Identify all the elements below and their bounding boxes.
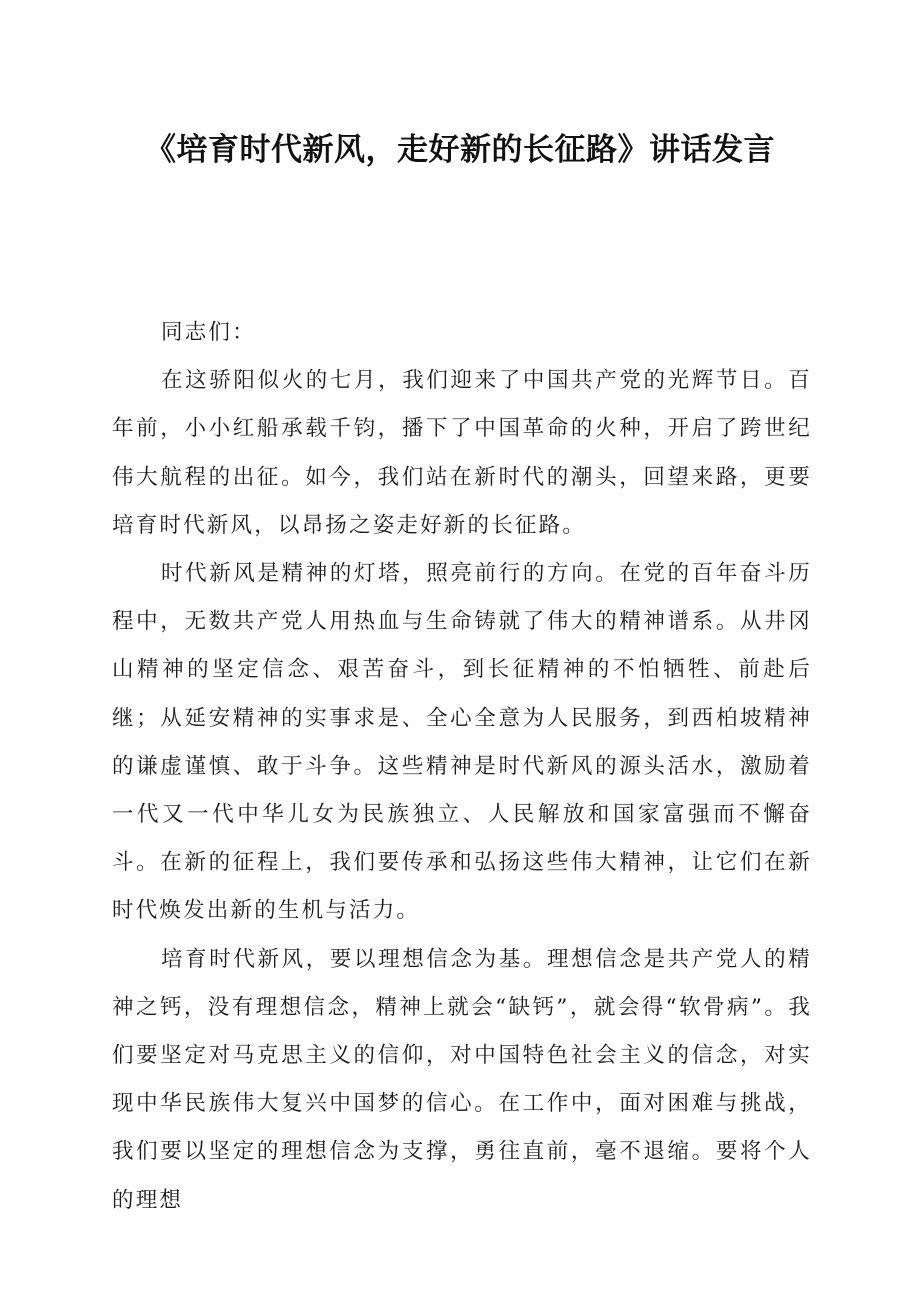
- document-body: [112, 309, 812, 1225]
- paragraph-1: 在这骄阳似火的七月，我们迎来了中国共产党的光辉节日。百年前，小小红船承载千钧，播下了中国革命的火种，开启了跨世纪伟大航程的出征。如今，我们站在新时代的潮头，回望来路，更要培育时代新风，以昂扬之姿走好新的长征路。: [112, 368, 812, 538]
- salutation: 同志们：: [161, 320, 256, 345]
- paragraph-2: 时代新风是精神的灯塔，照亮前行的方向。在党的百年奋斗历程中，无数共产党人用热血与生命铸就了伟大的精神谱系。从井冈山精神的坚定信念、艰苦奋斗，到长征精神的不怕牺牲、前赴后继；从延安精神的实事求是、全心全意为人民服务，到西柏坡精神的谦虚谨慎、敢于斗争。这些精神是时代新风的源头活水，激励着一代又一代中华儿女为民族独立、人民解放和国家富强而不懈奋斗。在新的征程上，我们要传承和弘扬这些伟大精神，让它们在新时代焕发出新的生机与活力。: [112, 561, 812, 924]
- document-title: 《培育时代新风，走好新的长征路》讲话发言: [145, 132, 775, 168]
- paragraph-3: 培育时代新风，要以理想信念为基。理想信念是共产党人的精神之钙，没有理想信念，精神上就会“缺钙”，就会得“软骨病”。我们要坚定对马克思主义的信仰，对中国特色社会主义的信念，对实现中华民族伟大复兴中国梦的信心。在工作中，面对困难与挑战，我们要以坚定的理想信念为支撑，勇往直前，毫不退缩。要将个人的理想: [112, 946, 812, 1213]
